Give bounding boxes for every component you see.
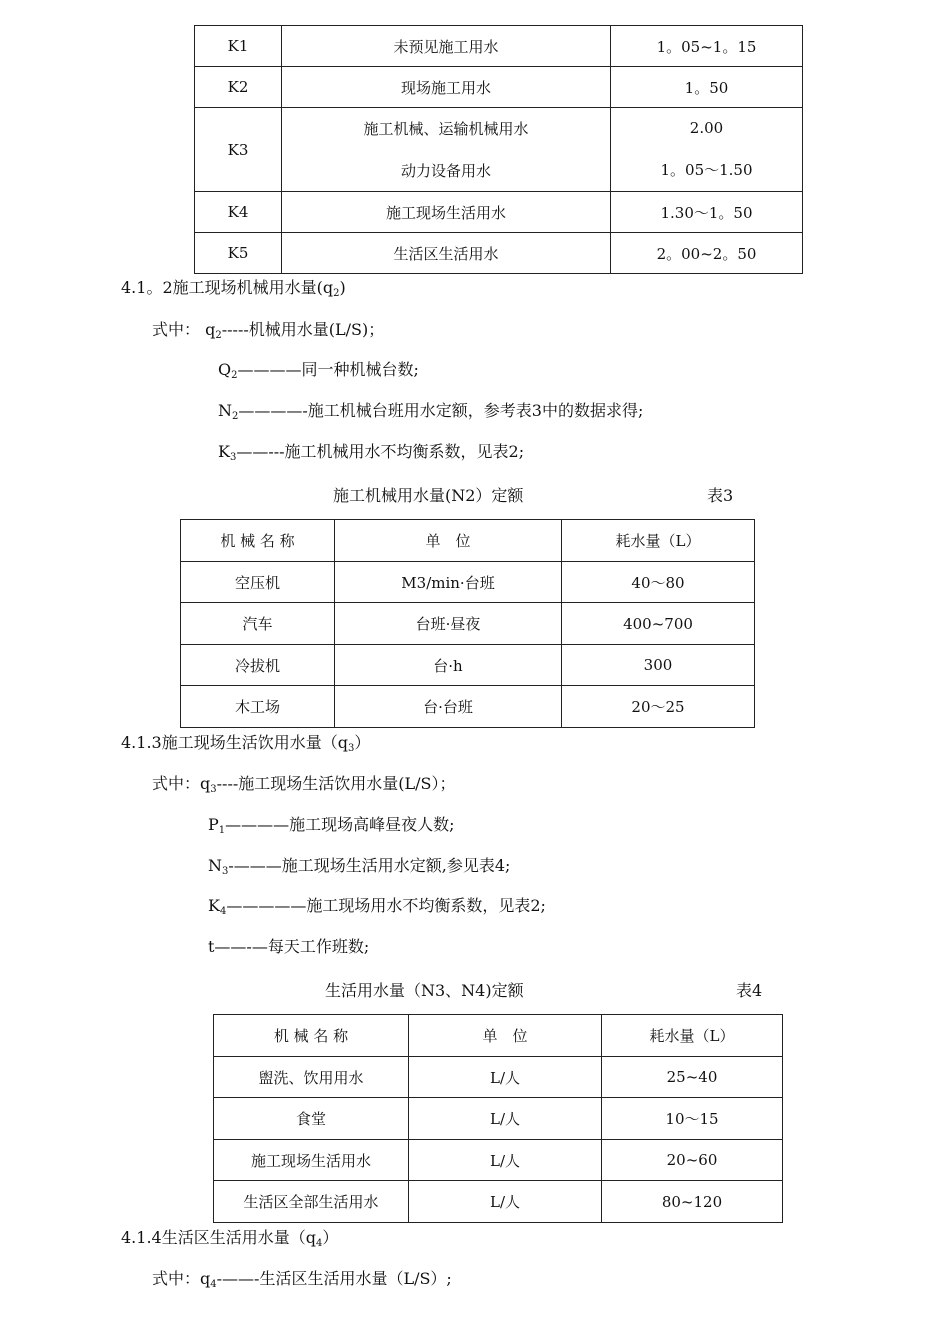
table-cell: 10～15 xyxy=(602,1098,783,1140)
table-cell: L/人 xyxy=(409,1140,602,1181)
formula-definition xyxy=(218,401,643,427)
table-cell: M3/min·台班 xyxy=(335,562,562,603)
table-cell: 25~40 xyxy=(602,1057,783,1098)
subscript: 4 xyxy=(315,1238,323,1249)
coefficient-description: 未预见施工用水 xyxy=(282,26,611,67)
definition-text: N xyxy=(218,401,232,420)
coefficient-description: 施工现场生活用水 xyxy=(282,192,611,233)
column-header: 机 械 名 称 xyxy=(181,520,335,562)
definition-text: ——---施工机械用水不均衡系数，见表2; xyxy=(236,442,525,461)
formula-definition xyxy=(208,815,455,841)
coefficient-value-cell xyxy=(611,108,803,192)
coefficient-value: 1。05～1.50 xyxy=(660,161,753,179)
table-row xyxy=(195,233,803,274)
definition-text: K xyxy=(208,896,220,915)
table-label: 表3 xyxy=(707,486,734,505)
coefficient-value: 2.00 xyxy=(689,119,724,137)
table-cell: 台·台班 xyxy=(335,686,562,728)
table-row xyxy=(181,562,755,603)
table-cell: 台·h xyxy=(335,645,562,686)
formula-definition xyxy=(218,360,419,386)
table-caption: 施工机械用水量(N2）定额 xyxy=(333,486,524,505)
definition-text: —————施工现场用水不均衡系数，见表2; xyxy=(226,896,546,915)
table-cell: 盥洗、饮用用水 xyxy=(214,1057,409,1098)
definition-text: ————-施工机械台班用水定额，参考表3中的数据求得; xyxy=(238,401,644,420)
definition-text: 式中：q xyxy=(152,774,211,793)
column-header: 耗水量（L） xyxy=(602,1015,783,1057)
heading-text: 4.1。2施工现场机械用水量(q xyxy=(121,278,334,297)
definition-text: -——-生活区生活用水量（L/S）; xyxy=(216,1269,452,1288)
definition-text: ————同一种机械台数; xyxy=(237,360,419,379)
definition-text: ————施工现场高峰昼夜人数; xyxy=(225,815,455,834)
coefficient-value: 1.30～1。50 xyxy=(611,192,803,233)
table-cell: 木工场 xyxy=(181,686,335,728)
subscript: 2 xyxy=(333,288,340,299)
section-heading-4-1-3 xyxy=(121,733,370,759)
subscript: 3 xyxy=(229,452,237,463)
definition-text: -----机械用水量(L/S)； xyxy=(221,320,385,339)
table-row xyxy=(181,686,755,728)
coefficient-description-cell xyxy=(282,108,611,192)
table-cell: 空压机 xyxy=(181,562,335,603)
table-caption: 生活用水量（N3、N4)定额 xyxy=(325,981,524,1000)
subscript: 3 xyxy=(347,743,355,754)
coefficient-table xyxy=(194,25,803,274)
table-row xyxy=(181,603,755,645)
heading-text: ） xyxy=(322,1228,339,1247)
domestic-water-table xyxy=(213,1014,783,1223)
table-cell: 40～80 xyxy=(562,562,755,603)
table-row xyxy=(214,1057,783,1098)
coefficient-value: 2。00~2。50 xyxy=(611,233,803,274)
formula-definition: t——-—每天工作班数; xyxy=(208,937,370,956)
subscript: 4 xyxy=(210,1279,217,1290)
definition-text: K xyxy=(218,442,230,461)
subscript: 2 xyxy=(232,411,239,422)
table-row xyxy=(214,1098,783,1140)
table-cell: 生活区全部生活用水 xyxy=(214,1181,409,1223)
table-cell: 20~60 xyxy=(602,1140,783,1181)
table-row xyxy=(195,108,803,192)
table-cell: L/人 xyxy=(409,1057,602,1098)
coefficient-description: 现场施工用水 xyxy=(282,67,611,108)
table-cell: 80~120 xyxy=(602,1181,783,1223)
table-cell: 台班·昼夜 xyxy=(335,603,562,645)
section-heading-4-1-2 xyxy=(121,278,346,304)
table-row xyxy=(214,1140,783,1181)
definition-text: -———施工现场生活用水定额,参见表4; xyxy=(228,856,511,875)
table-cell: 汽车 xyxy=(181,603,335,645)
coefficient-description: 施工机械、运输机械用水 xyxy=(363,120,529,139)
table-label: 表4 xyxy=(736,981,763,1000)
table-header-row xyxy=(181,520,755,562)
coefficient-value: 1。05~1。15 xyxy=(611,26,803,67)
definition-text: N xyxy=(208,856,222,875)
table-cell: 20～25 xyxy=(562,686,755,728)
table-row xyxy=(195,26,803,67)
coefficient-code: K4 xyxy=(195,192,282,233)
column-header: 单 位 xyxy=(335,520,562,562)
formula-definition xyxy=(152,774,455,800)
table-cell: 冷拔机 xyxy=(181,645,335,686)
subscript: 3 xyxy=(210,784,217,795)
table-cell: 300 xyxy=(562,645,755,686)
definition-text: 式中： q xyxy=(152,320,216,339)
heading-text: 4.1.4生活区生活用水量（q xyxy=(121,1228,316,1247)
formula-definition xyxy=(208,856,510,882)
definition-text: ----施工现场生活饮用水量(L/S）； xyxy=(216,774,456,793)
subscript: 1 xyxy=(218,825,226,836)
formula-definition xyxy=(152,1269,452,1295)
table-row xyxy=(181,645,755,686)
coefficient-description: 生活区生活用水 xyxy=(282,233,611,274)
table-row xyxy=(214,1181,783,1223)
formula-definition xyxy=(152,320,384,346)
table-row xyxy=(195,192,803,233)
formula-definition xyxy=(218,442,524,468)
table-header-row xyxy=(214,1015,783,1057)
section-heading-4-1-4 xyxy=(121,1228,338,1254)
table-cell: L/人 xyxy=(409,1181,602,1223)
definition-text: Q xyxy=(218,360,232,379)
column-header: 单 位 xyxy=(409,1015,602,1057)
heading-text: 4.1.3施工现场生活饮用水量（q xyxy=(121,733,348,752)
machinery-water-table xyxy=(180,519,755,728)
heading-text: ) xyxy=(339,278,346,297)
coefficient-description: 动力设备用水 xyxy=(400,161,491,180)
table-cell: 食堂 xyxy=(214,1098,409,1140)
formula-definition xyxy=(208,896,546,922)
coefficient-code: K3 xyxy=(195,108,282,192)
coefficient-code: K2 xyxy=(195,67,282,108)
coefficient-code: K5 xyxy=(195,233,282,274)
subscript: 4 xyxy=(219,906,227,917)
subscript: 2 xyxy=(215,330,222,341)
coefficient-code: K1 xyxy=(195,26,282,67)
subscript: 2 xyxy=(231,370,238,381)
coefficient-value: 1。50 xyxy=(611,67,803,108)
column-header: 机 械 名 称 xyxy=(214,1015,409,1057)
heading-text: ） xyxy=(354,733,371,752)
column-header: 耗水量（L） xyxy=(562,520,755,562)
table-cell: 400~700 xyxy=(562,603,755,645)
table-cell: 施工现场生活用水 xyxy=(214,1140,409,1181)
definition-text: P xyxy=(208,815,219,834)
table-row xyxy=(195,67,803,108)
table-cell: L/人 xyxy=(409,1098,602,1140)
subscript: 3 xyxy=(222,866,229,877)
definition-text: 式中：q xyxy=(152,1269,211,1288)
